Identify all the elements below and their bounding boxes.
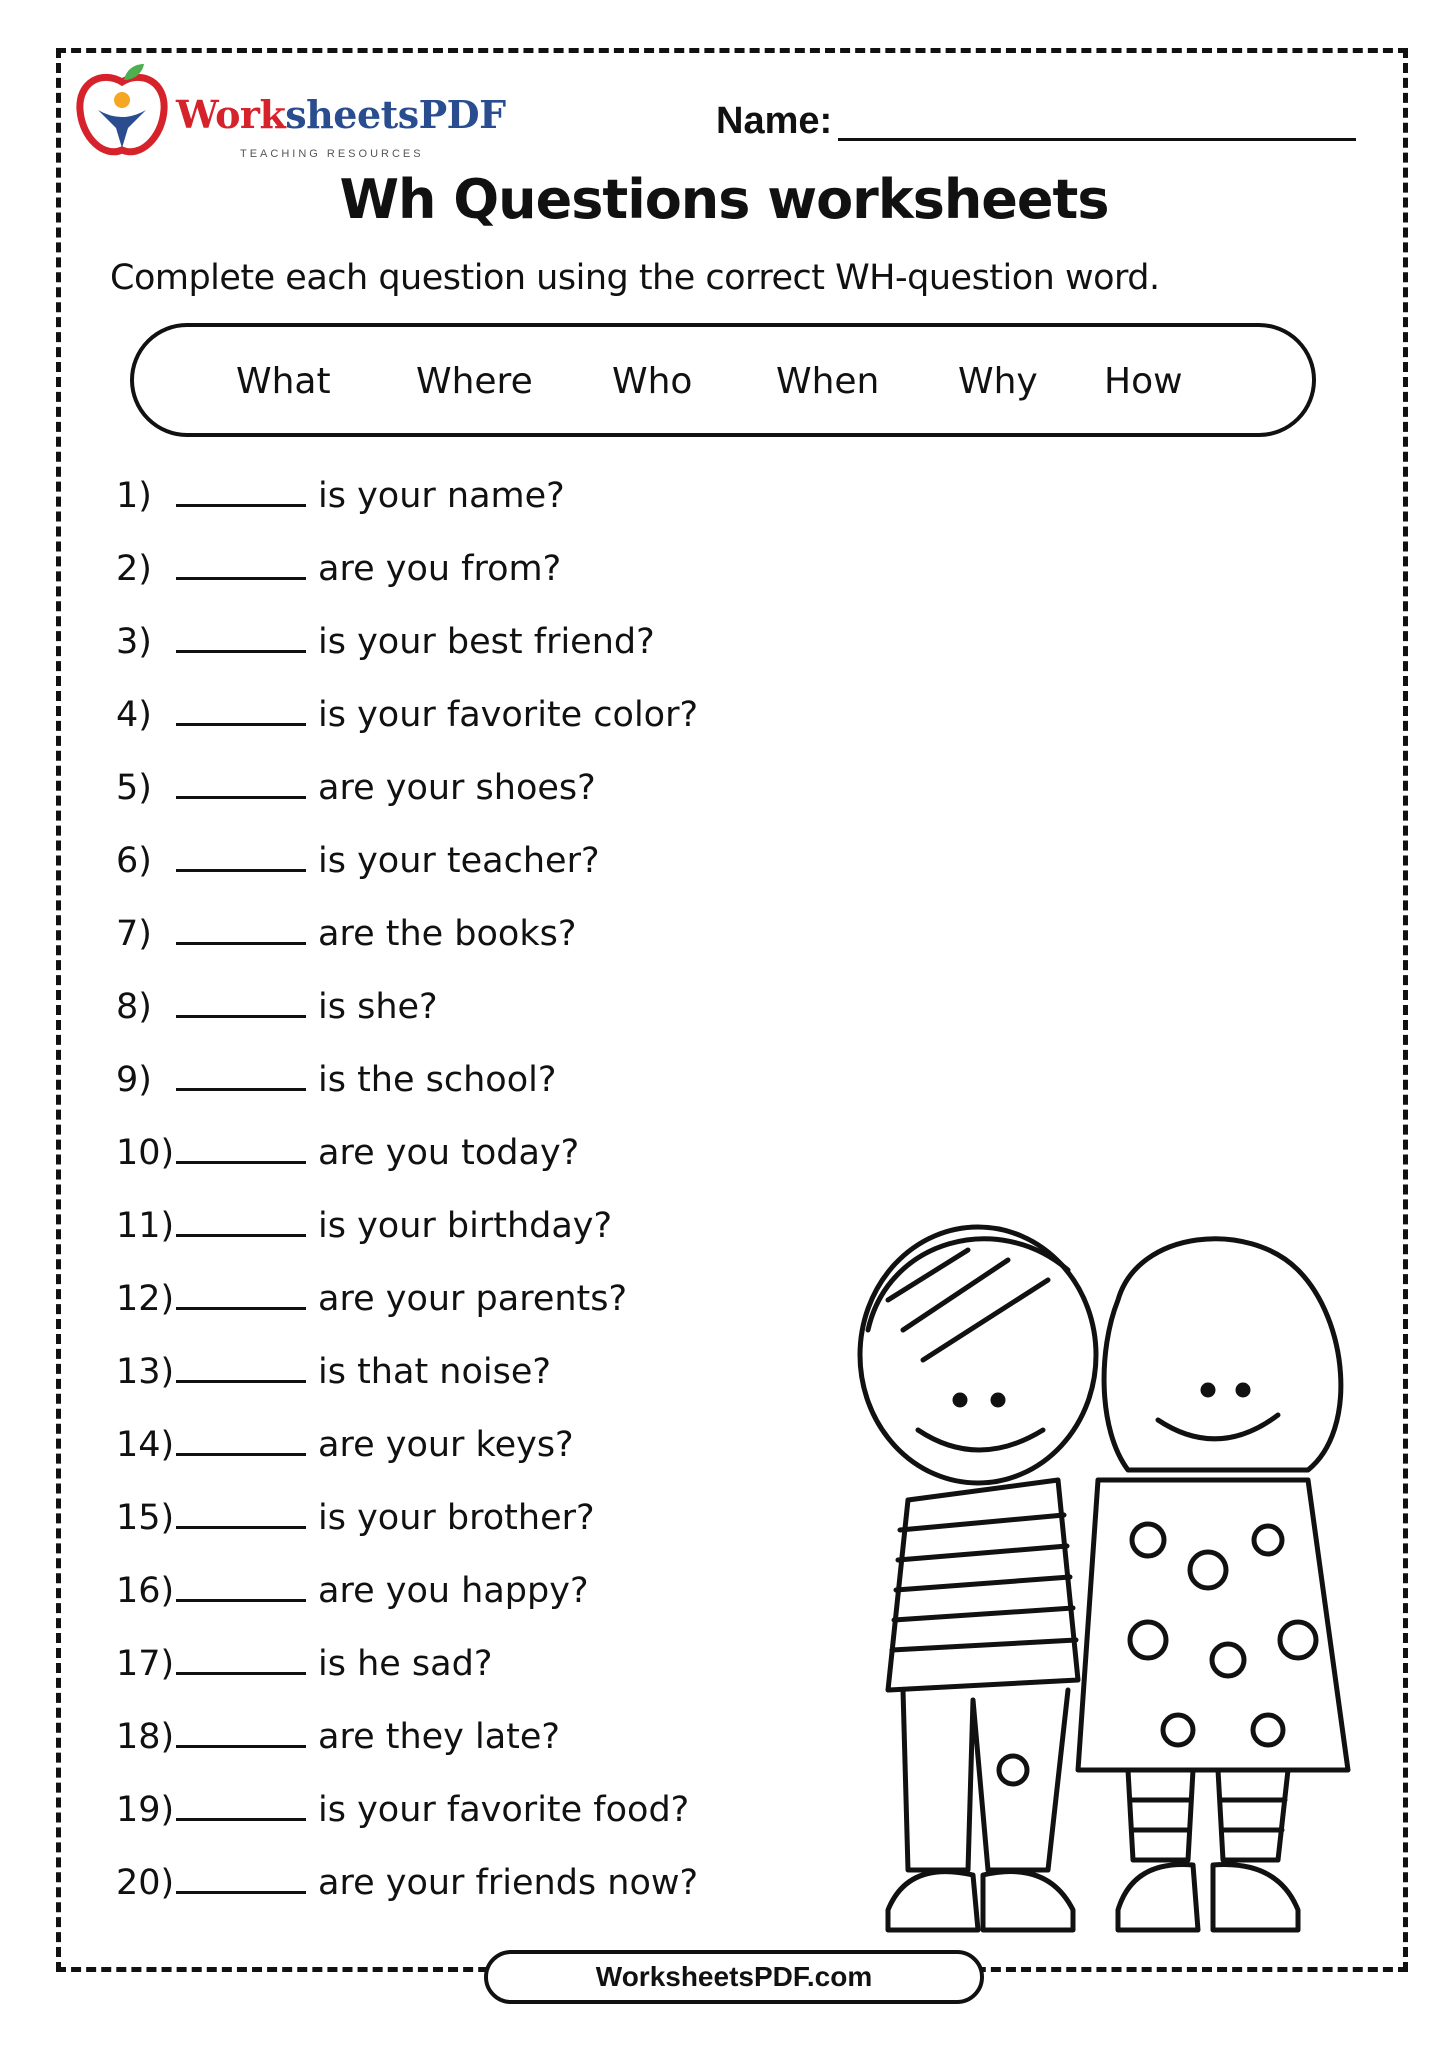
word-bank-item: How: [1104, 361, 1183, 402]
word-bank-item: When: [776, 361, 880, 402]
question-item: 14) are your keys?: [116, 1425, 574, 1465]
question-item: 17) is he sad?: [116, 1644, 493, 1684]
answer-blank[interactable]: [176, 989, 306, 1018]
kids-illustration: [848, 1210, 1408, 1950]
question-item: 4) is your favorite color?: [116, 695, 699, 735]
name-label: Name:: [716, 100, 833, 142]
name-answer-line[interactable]: [838, 138, 1356, 141]
question-item: 19) is your favorite food?: [116, 1790, 690, 1830]
question-item: 13) is that noise?: [116, 1352, 551, 1392]
question-item: 1) is your name?: [116, 476, 565, 516]
question-item: 9) is the school?: [116, 1060, 557, 1100]
word-bank-item: Why: [958, 361, 1038, 402]
question-item: 16) are you happy?: [116, 1571, 589, 1611]
instruction-text: Complete each question using the correct WH-question word.: [110, 258, 1160, 298]
answer-blank[interactable]: [176, 770, 306, 799]
word-bank-item: Where: [416, 361, 533, 402]
question-item: 15) is your brother?: [116, 1498, 595, 1538]
answer-blank[interactable]: [176, 1135, 306, 1164]
answer-blank[interactable]: [176, 916, 306, 945]
question-item: 6) is your teacher?: [116, 841, 600, 881]
answer-blank[interactable]: [176, 478, 306, 507]
question-item: 5) are your shoes?: [116, 768, 596, 808]
answer-blank[interactable]: [176, 1573, 306, 1602]
question-item: 12) are your parents?: [116, 1279, 628, 1319]
answer-blank[interactable]: [176, 1500, 306, 1529]
logo-tagline: TEACHING RESOURCES: [240, 148, 424, 160]
question-item: 8) is she?: [116, 987, 438, 1027]
word-bank: [130, 323, 1316, 437]
question-item: 7) are the books?: [116, 914, 577, 954]
footer-website: WorksheetsPDF.com: [484, 1950, 984, 2004]
answer-blank[interactable]: [176, 1354, 306, 1383]
apple-person-icon: [72, 62, 172, 162]
answer-blank[interactable]: [176, 1427, 306, 1456]
answer-blank[interactable]: [176, 1062, 306, 1091]
word-bank-item: What: [236, 361, 331, 402]
answer-blank[interactable]: [176, 1281, 306, 1310]
answer-blank[interactable]: [176, 1719, 306, 1748]
question-item: 18) are they late?: [116, 1717, 561, 1757]
answer-blank[interactable]: [176, 843, 306, 872]
question-item: 3) is your best friend?: [116, 622, 655, 662]
question-item: 10) are you today?: [116, 1133, 580, 1173]
answer-blank[interactable]: [176, 1208, 306, 1237]
question-item: 2) are you from?: [116, 549, 562, 589]
word-bank-item: Who: [612, 361, 693, 402]
question-item: 20) are your friends now?: [116, 1863, 699, 1903]
answer-blank[interactable]: [176, 551, 306, 580]
answer-blank[interactable]: [176, 1646, 306, 1675]
logo-brand-text: WorksheetsPDF: [176, 92, 506, 137]
answer-blank[interactable]: [176, 697, 306, 726]
answer-blank[interactable]: [176, 1865, 306, 1894]
answer-blank[interactable]: [176, 624, 306, 653]
worksheetspdf-logo: [72, 60, 506, 170]
question-item: 11) is your birthday?: [116, 1206, 613, 1246]
worksheet-title: Wh Questions worksheets: [339, 168, 1109, 231]
answer-blank[interactable]: [176, 1792, 306, 1821]
